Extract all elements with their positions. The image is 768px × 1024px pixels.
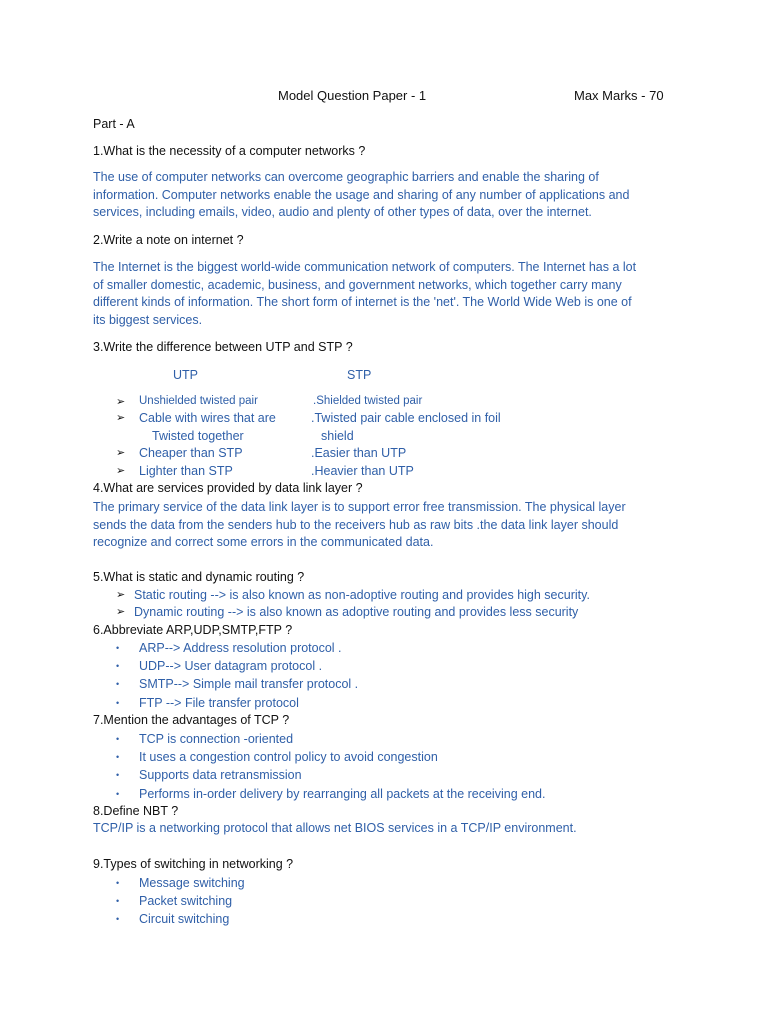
list-item: Circuit switching	[139, 912, 230, 926]
list-item: Packet switching	[139, 894, 233, 908]
utp-cell: Lighter than STP	[139, 464, 233, 478]
bullet-icon: •	[116, 734, 120, 744]
bullet-icon: •	[116, 914, 120, 924]
bullet-icon: •	[116, 878, 120, 888]
paper-title: Model Question Paper - 1	[278, 88, 427, 103]
answer-line: sends the data from the senders hub to the receivers hub as raw bits .the data link layer should	[93, 517, 619, 532]
question-2: 2.Write a note on internet ?	[93, 233, 244, 247]
answer-line: recognize and correct some errors in the communicated data.	[93, 535, 434, 549]
answer-line: The primary service of the data link layer is to support error free transmission. The physical layer	[93, 500, 626, 514]
answer-4	[93, 499, 675, 552]
column-header-utp: UTP	[173, 368, 198, 382]
bullet-icon: •	[116, 698, 120, 708]
list-item: SMTP--> Simple mail transfer protocol .	[139, 677, 359, 691]
stp-cell: .Heavier than UTP	[311, 464, 414, 478]
list-item: FTP --> File transfer protocol	[139, 696, 299, 710]
utp-cell: Cheaper than STP	[139, 446, 243, 460]
list-item: TCP is connection -oriented	[139, 732, 294, 746]
utp-cell: Unshielded twisted pair	[139, 395, 258, 407]
answer-line: services, including emails, video, audio and plenty of other types of data, over the internet.	[93, 205, 592, 219]
column-header-stp: STP	[347, 368, 372, 382]
list-item: It uses a congestion control policy to avoid congestion	[139, 750, 438, 764]
question-3: 3.Write the difference between UTP and STP ?	[93, 340, 353, 354]
list-item: Performs in-order delivery by rearranging all packets at the receiving end.	[139, 787, 546, 801]
stp-cell: shield	[321, 429, 354, 443]
list-item: Supports data retransmission	[139, 768, 302, 782]
question-6: 6.Abbreviate ARP,UDP,SMTP,FTP ?	[93, 623, 293, 637]
arrow-bullet-icon: ➢	[116, 447, 126, 459]
arrow-bullet-icon: ➢	[116, 396, 126, 408]
arrow-bullet-icon: ➢	[116, 606, 126, 618]
utp-cell: Cable with wires that are	[139, 411, 276, 425]
bullet-icon: •	[116, 752, 120, 762]
bullet-icon: •	[116, 770, 120, 780]
answer-line: different kinds of information. The short form of internet is the 'net'. The World Wide Web is one of	[93, 295, 632, 309]
max-marks: Max Marks - 70	[574, 88, 664, 103]
answer-line: its biggest services.	[93, 312, 203, 327]
answer-1	[93, 169, 629, 222]
list-item: UDP--> User datagram protocol .	[139, 659, 323, 673]
bullet-icon: •	[116, 789, 120, 799]
stp-cell: .Easier than UTP	[311, 446, 407, 460]
question-7: 7.Mention the advantages of TCP ?	[93, 713, 290, 727]
question-1: 1.What is the necessity of a computer networks ?	[93, 144, 366, 158]
answer-line: of smaller domestic, academic, business, and government networks, which together carry many	[93, 277, 622, 292]
utp-cell: Twisted together	[152, 429, 244, 443]
arrow-bullet-icon: ➢	[116, 465, 126, 477]
answer-line: The use of computer networks can overcome geographic barriers and enable the sharing of	[93, 170, 599, 184]
arrow-bullet-icon: ➢	[116, 589, 126, 601]
list-item: ARP--> Address resolution protocol .	[139, 641, 342, 655]
answer-8: TCP/IP is a networking protocol that allows net BIOS services in a TCP/IP environment.	[93, 821, 577, 835]
list-item: Dynamic routing --> is also known as adoptive routing and provides less security	[134, 605, 579, 619]
answer-line: information. Computer networks enable the usage and sharing of any number of applications and	[93, 187, 630, 202]
bullet-icon: •	[116, 679, 120, 689]
stp-cell: .Twisted pair cable enclosed in foil	[311, 411, 501, 425]
bullet-icon: •	[116, 661, 120, 671]
answer-line: The Internet is the biggest world-wide communication network of computers. The Internet has a lot	[93, 260, 637, 274]
question-4: 4.What are services provided by data link layer ?	[93, 481, 363, 495]
question-5: 5.What is static and dynamic routing ?	[93, 570, 305, 584]
bullet-icon: •	[116, 643, 120, 653]
stp-cell: .Shielded twisted pair	[313, 395, 423, 407]
list-item: Message switching	[139, 876, 245, 890]
bullet-icon: •	[116, 896, 120, 906]
question-9: 9.Types of switching in networking ?	[93, 857, 294, 871]
answer-2	[93, 259, 636, 329]
list-item: Static routing --> is also known as non-adoptive routing and provides high security.	[134, 588, 590, 602]
question-8: 8.Define NBT ?	[93, 804, 179, 818]
arrow-bullet-icon: ➢	[116, 412, 126, 424]
part-heading: Part - A	[93, 117, 135, 131]
